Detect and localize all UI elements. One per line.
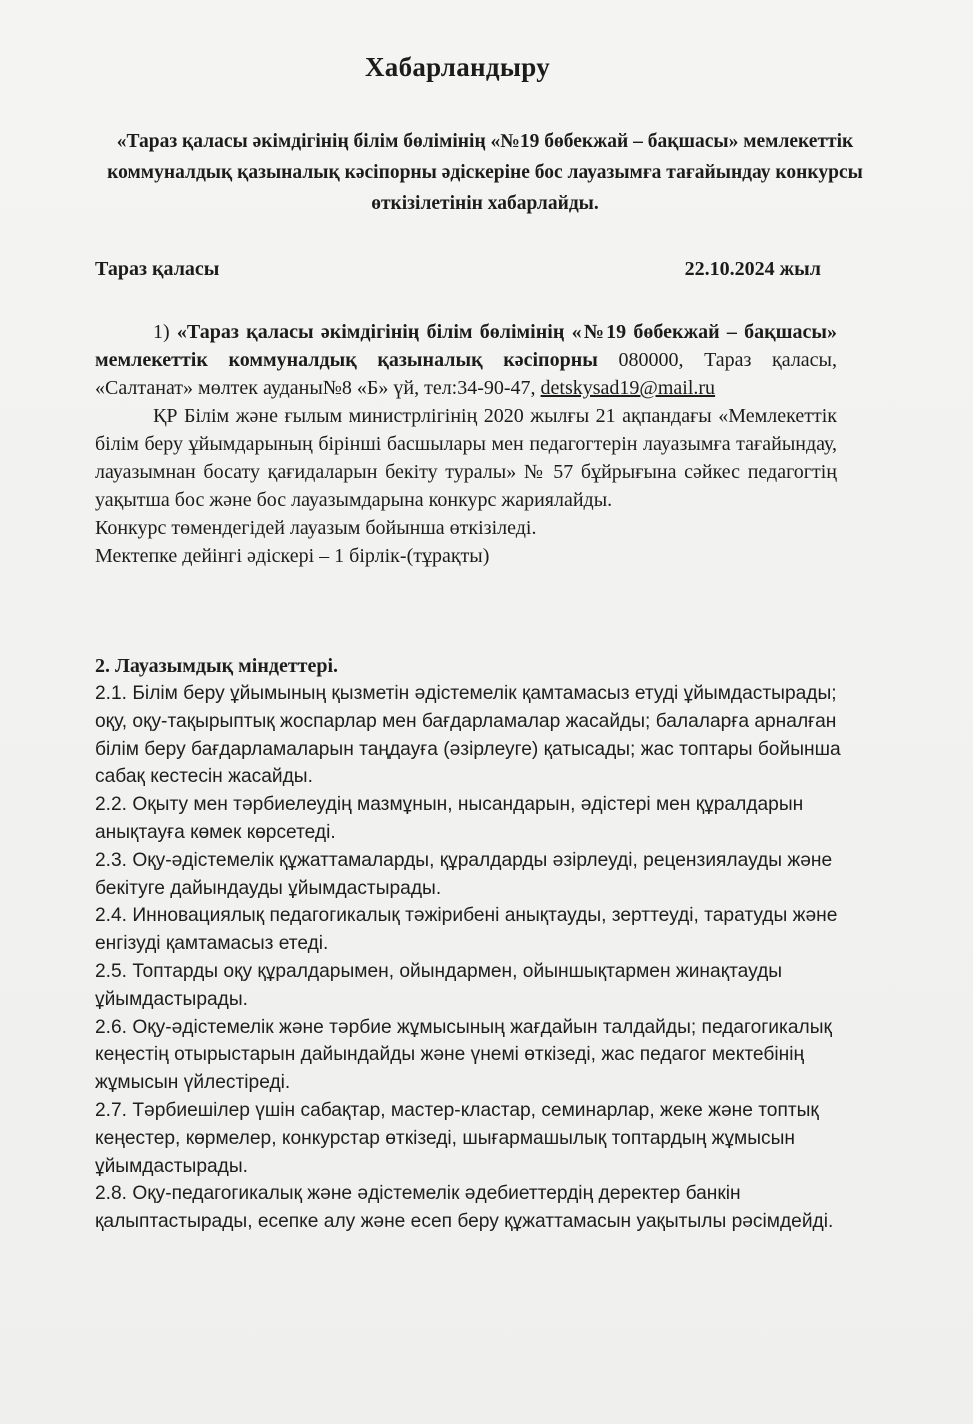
place-label: Тараз қаласы: [95, 258, 220, 280]
organization-address: 080000, Тараз қаласы, «Салтанат» мөлтек ауданы№8 «Б» үй, тел:34-90-47,: [95, 349, 837, 399]
intro-block: [95, 318, 837, 570]
duties-heading: 2. Лауазымдық міндеттері.: [95, 655, 339, 677]
competition-line: Конкурс төмендегідей лауазым бойынша өткізіледі.: [95, 517, 537, 539]
date-label: 22.10.2024 жыл: [684, 258, 821, 280]
intro-number: 1): [153, 321, 177, 343]
duty-item: 2.2. Оқыту мен тәрбиелеудің мазмұнын, нысандарын, әдістері мен құралдарын анықтауға көмек көрсетеді.: [95, 794, 804, 843]
duty-item: 2.4. Инновациялық педагогикалық тәжірибені анықтауды, зерттеуді, таратуды және енгізуді қамтамасыз етеді.: [95, 905, 838, 955]
email-link[interactable]: detskysad19@mail.ru: [540, 377, 716, 399]
order-paragraph: ҚР Білім және ғылым министрлігінің 2020 жылғы 21 ақпандағы «Мемлекеттік білім беру ұйымдарының бірінші басшылары мен педагогтерін лауазымға тағайындау, лауазымнан босату қағидаларын бекіту туралы» № 57 бұйрығына сәйкес педагогтің уақытша бос және бос лауазымдарына конкурс жариялайды.: [95, 405, 837, 511]
document-title: Хабарландыру: [364, 52, 551, 82]
duty-item: 2.6. Оқу-әдістемелік және тәрбие жұмысының жағдайын талдайды; педагогикалық кеңестің отырыстарын дайындайды және үнемі өткізеді, жас педагог мектебінің жұмысын үйлестіреді.: [95, 1016, 832, 1094]
duty-item: 2.1. Білім беру ұйымының қызметін әдістемелік қамтамасыз етуді ұйымдастырады; оқу, оқу-тақырыптық жоспарлар мен бағдарламалар жасайды; балаларға арналған білім беру бағдарламаларын таңдауға (әзірлеуге) қатысады; жас топтары бойынша сабақ кестесін жасайды.: [95, 683, 841, 788]
document-subtitle: «Тараз қаласы әкімдігінің білім бөлімінің «№19 бөбекжай – бақшасы» мемлекеттік коммуналдық қазыналық кәсіпорны әдіскеріне бос лауазымға тағайындау конкурсы өткізілетінін хабарлайды.: [107, 131, 863, 214]
duty-item: 2.5. Топтарды оқу құралдарымен, ойындармен, ойыншықтармен жинақтауды ұйымдастырады.: [95, 960, 783, 1010]
intro-paragraph: [95, 318, 837, 402]
duty-item: 2.8. Оқу-педагогикалық және әдістемелік әдебиеттердің деректер банкін қалыптастырады, есепке алу және есеп беру құжаттамасын уақытылы рәсімдейді.: [95, 1183, 834, 1233]
duty-item: 2.7. Тәрбиешілер үшін сабақтар, мастер-кластар, семинарлар, жеке және топтық кеңестер, көрмелер, конкурстар өткізеді, шығармашылық топтардың жұмысын ұйымдастырады.: [95, 1099, 819, 1177]
duty-item: 2.3. Оқу-әдістемелік құжаттамаларды, құралдарды әзірлеуді, рецензиялауды және бекітуге дайындауды ұйымдастырады.: [95, 849, 833, 899]
duties-section: [95, 652, 855, 1236]
organization-name: «Тараз қаласы әкімдігінің білім бөлімінің «№19 бөбекжай – бақшасы» мемлекеттік коммуналдық қазыналық кәсіпорны: [95, 321, 837, 371]
position-line: Мектепке дейінгі әдіскері – 1 бірлік-(тұрақты): [95, 545, 490, 567]
